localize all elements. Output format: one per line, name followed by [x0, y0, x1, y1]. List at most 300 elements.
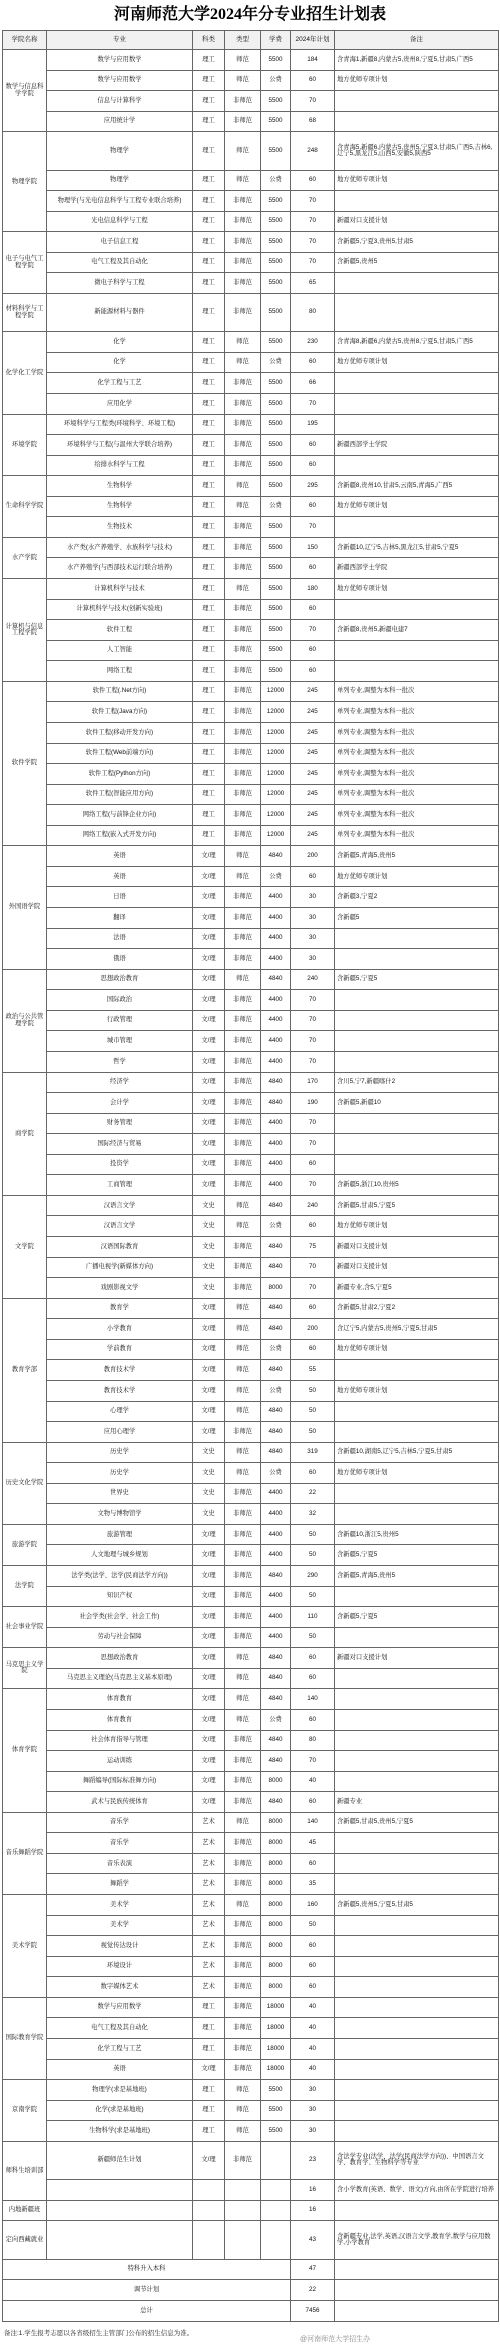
- major-cell: 电气工程及其自动化: [47, 252, 193, 273]
- major-cell: 给排水科学与工程: [47, 455, 193, 476]
- table-body: [3, 50, 499, 2322]
- type-cell: 非师范: [225, 1134, 261, 1155]
- tuition-cell: 5500: [261, 232, 291, 253]
- type-cell: 非师范: [225, 1175, 261, 1196]
- plan-2024-cell: 60: [291, 1977, 335, 1998]
- type-cell: 非师范: [225, 1936, 261, 1957]
- type-cell: 非师范: [225, 764, 261, 785]
- table-row: [3, 1936, 499, 1957]
- table-row: [3, 2038, 499, 2059]
- plan-2024-cell: 290: [291, 1566, 335, 1587]
- tuition-cell: 4400: [261, 1545, 291, 1566]
- remarks-cell: 含新疆5,青海5,贵州5: [335, 1566, 499, 1587]
- tuition-cell: 5500: [261, 640, 291, 661]
- major-cell: 历史学: [47, 1442, 193, 1463]
- tuition-cell: 公费: [261, 352, 291, 373]
- type-cell: 师范: [225, 866, 261, 887]
- type-cell: 师范: [225, 1360, 261, 1381]
- type-cell: 师范: [225, 1668, 261, 1689]
- remarks-cell: [335, 599, 499, 620]
- table-row: [3, 132, 499, 170]
- college-name-cell: 软件学院: [3, 681, 47, 846]
- type-cell: 非师范: [225, 273, 261, 294]
- plan-2024-cell: 70: [291, 1113, 335, 1134]
- major-cell: 经济学: [47, 1072, 193, 1093]
- major-cell: 法语: [47, 928, 193, 949]
- remarks-cell: [335, 1504, 499, 1525]
- remarks-cell: 含新疆10,辽宁5,吉林5,黑龙江5,甘肃5,宁夏5: [335, 537, 499, 558]
- plan-2024-cell: 55: [291, 1360, 335, 1381]
- tuition-cell: 12000: [261, 784, 291, 805]
- plan-2024-cell: 70: [291, 1257, 335, 1278]
- type-cell: 师范: [225, 1401, 261, 1422]
- remarks-cell: 含新疆10,浙江5,贵州5: [335, 1524, 499, 1545]
- type-cell: 师范: [225, 579, 261, 600]
- major-cell: 美术学: [47, 1915, 193, 1936]
- tuition-cell: 8000: [261, 1936, 291, 1957]
- type-cell: 师范: [225, 2100, 261, 2121]
- type-cell: 非师范: [225, 887, 261, 908]
- table-row: [3, 50, 499, 71]
- table-row: [3, 1668, 499, 1689]
- plan-2024-cell: 184: [291, 50, 335, 71]
- type-cell: 师范: [225, 170, 261, 191]
- major-cell: 化学工程与工艺: [47, 2038, 193, 2059]
- category-cell: 文/理: [193, 1010, 225, 1031]
- major-cell: 劳动与社会保障: [47, 1627, 193, 1648]
- major-cell: 电子信息工程: [47, 232, 193, 253]
- college-name-cell: 计算机与信息工程学院: [3, 579, 47, 682]
- plan-2024-cell: 80: [291, 293, 335, 331]
- remarks-cell: 新疆对口支援计划: [335, 1257, 499, 1278]
- category-cell: 文/理: [193, 1298, 225, 1319]
- plan-2024-cell: 60: [291, 1936, 335, 1957]
- major-cell: 物理学(求是基地班): [47, 2080, 193, 2101]
- remarks-cell: [335, 949, 499, 970]
- table-row: [3, 1812, 499, 1833]
- category-cell: 文史: [193, 1442, 225, 1463]
- tuition-cell: 12000: [261, 702, 291, 723]
- tuition-cell: 5500: [261, 393, 291, 414]
- plan-2024-cell: 140: [291, 1812, 335, 1833]
- category-cell: 文/理: [193, 846, 225, 867]
- remarks-cell: 地方优师专项计划: [335, 1216, 499, 1237]
- tuition-cell: 4840: [261, 1195, 291, 1216]
- plan-2024-cell: 50: [291, 1401, 335, 1422]
- major-cell: 物理学(与光电信息科学与工程专业联合培养): [47, 191, 193, 212]
- type-cell: 师范: [225, 496, 261, 517]
- category-cell: 文/理: [193, 1792, 225, 1813]
- table-row: [3, 969, 499, 990]
- remarks-cell: 新疆对口支援计划: [335, 1648, 499, 1669]
- type-cell: 非师范: [225, 1237, 261, 1258]
- remarks-cell: 含新疆3,宁夏2: [335, 887, 499, 908]
- college-name-cell: 教育学部: [3, 1298, 47, 1442]
- plan-2024-cell: 70: [291, 1051, 335, 1072]
- remarks-cell: [335, 1422, 499, 1443]
- type-cell: 非师范: [225, 949, 261, 970]
- major-cell: 舞蹈编导(国际标准舞方向): [47, 1771, 193, 1792]
- type-cell: 师范: [225, 332, 261, 353]
- type-cell: 非师范: [225, 1771, 261, 1792]
- major-cell: 软件工程(Java方向): [47, 702, 193, 723]
- major-cell: 世界史: [47, 1483, 193, 1504]
- category-cell: 理工: [193, 702, 225, 723]
- summary-plan-cell: 47: [291, 2259, 335, 2280]
- major-cell: 国际经济与贸易: [47, 1134, 193, 1155]
- plan-2024-cell: 30: [291, 887, 335, 908]
- type-cell: 师范: [225, 1812, 261, 1833]
- tuition-cell: 8000: [261, 1853, 291, 1874]
- remarks-cell: 含新疆5,甘肃5,贵州5,宁夏5: [335, 1812, 499, 1833]
- major-cell: 网络工程(与前锋企业方向): [47, 805, 193, 826]
- tuition-cell: 8000: [261, 1771, 291, 1792]
- college-name-cell: 历史文化学院: [3, 1442, 47, 1524]
- major-cell: 英语: [47, 866, 193, 887]
- tuition-cell: 5500: [261, 476, 291, 497]
- plan-2024-cell: 70: [291, 517, 335, 538]
- type-cell: 非师范: [225, 191, 261, 212]
- category-cell: 文/理: [193, 1093, 225, 1114]
- table-row: [3, 517, 499, 538]
- table-row: [3, 702, 499, 723]
- table-row: [3, 1051, 499, 1072]
- category-cell: 艺术: [193, 1915, 225, 1936]
- summary-row: [3, 2280, 499, 2301]
- table-row: [3, 1771, 499, 1792]
- category-cell: 文/理: [193, 1113, 225, 1134]
- major-cell: 环境科学与工程类(环境科学、环境工程): [47, 414, 193, 435]
- major-cell: 网络工程(嵌入式开发方向): [47, 825, 193, 846]
- tuition-cell: 5500: [261, 111, 291, 132]
- plan-2024-cell: 60: [291, 1339, 335, 1360]
- type-cell: 师范: [225, 1216, 261, 1237]
- table-row: [3, 599, 499, 620]
- table-row: [3, 476, 499, 497]
- category-cell: 文/理: [193, 1401, 225, 1422]
- plan-2024-cell: 66: [291, 373, 335, 394]
- table-row: [3, 846, 499, 867]
- plan-2024-cell: 60: [291, 599, 335, 620]
- type-cell: 非师范: [225, 455, 261, 476]
- remarks-cell: [335, 1051, 499, 1072]
- category-cell: 理工: [193, 2121, 225, 2142]
- type-cell: 非师范: [225, 1853, 261, 1874]
- category-cell: 文/理: [193, 1175, 225, 1196]
- table-row: [3, 352, 499, 373]
- college-name-cell: 体育学院: [3, 1689, 47, 1812]
- table-row: [3, 2018, 499, 2039]
- major-cell: 美术学: [47, 1895, 193, 1916]
- college-name-cell: 水产学院: [3, 537, 47, 578]
- remarks-cell: 新疆西部学士学院: [335, 435, 499, 456]
- summary-remarks-cell: [335, 2300, 499, 2321]
- type-cell: 非师范: [225, 2018, 261, 2039]
- tuition-cell: 公费: [261, 1216, 291, 1237]
- plan-2024-cell: 240: [291, 1195, 335, 1216]
- category-cell: 理工: [193, 91, 225, 112]
- summary-plan-cell: 22: [291, 2280, 335, 2301]
- type-cell: 非师范: [225, 1607, 261, 1628]
- major-cell: 戏剧影视文学: [47, 1278, 193, 1299]
- category-cell: 文/理: [193, 908, 225, 929]
- table-row: [3, 1093, 499, 1114]
- category-cell: [193, 2221, 225, 2259]
- plan-2024-cell: 195: [291, 414, 335, 435]
- table-row: [3, 640, 499, 661]
- category-cell: 理工: [193, 805, 225, 826]
- tuition-cell: 12000: [261, 825, 291, 846]
- table-row: [3, 1709, 499, 1730]
- category-cell: 理工: [193, 2018, 225, 2039]
- table-row: [3, 1175, 499, 1196]
- major-cell: 软件工程(Python方向): [47, 764, 193, 785]
- table-row: [3, 111, 499, 132]
- plan-2024-cell: 70: [291, 1134, 335, 1155]
- type-cell: 非师范: [225, 928, 261, 949]
- type-cell: 非师范: [225, 599, 261, 620]
- table-row: [3, 1257, 499, 1278]
- plan-2024-cell: 60: [291, 1956, 335, 1977]
- table-row: [3, 1216, 499, 1237]
- remarks-cell: 含法学专业(法学、法学(民商法学方向))、中国语言文学、教育学、生物科学等专业: [335, 2141, 499, 2179]
- major-cell: 化学工程与工艺: [47, 373, 193, 394]
- table-row: [3, 681, 499, 702]
- table-row: [3, 393, 499, 414]
- plan-2024-cell: 180: [291, 579, 335, 600]
- major-cell: 行政管理: [47, 1010, 193, 1031]
- plan-2024-cell: 70: [291, 1175, 335, 1196]
- college-name-cell: 材料科学与工程学院: [3, 293, 47, 331]
- table-row: [3, 252, 499, 273]
- tuition-cell: 4840: [261, 1072, 291, 1093]
- major-cell: 历史学: [47, 1463, 193, 1484]
- remarks-cell: [335, 1154, 499, 1175]
- plan-2024-cell: 60: [291, 352, 335, 373]
- table-row: [3, 784, 499, 805]
- major-cell: 财务管理: [47, 1113, 193, 1134]
- major-cell: 小学教育: [47, 1319, 193, 1340]
- table-row: [3, 866, 499, 887]
- remarks-cell: 单列专业,调整为本科一批次: [335, 681, 499, 702]
- tuition-cell: 4840: [261, 1298, 291, 1319]
- remarks-cell: 含新疆5,宁夏5: [335, 969, 499, 990]
- tuition-cell: 4840: [261, 846, 291, 867]
- category-cell: 理工: [193, 132, 225, 170]
- table-row: [3, 1997, 499, 2018]
- type-cell: 非师范: [225, 558, 261, 579]
- category-cell: 理工: [193, 393, 225, 414]
- major-cell: 应用化学: [47, 393, 193, 414]
- table-row: [3, 1278, 499, 1299]
- type-cell: 师范: [225, 1380, 261, 1401]
- category-cell: 理工: [193, 252, 225, 273]
- type-cell: 师范: [225, 1689, 261, 1710]
- remarks-cell: [335, 1874, 499, 1895]
- type-cell: 非师范: [225, 620, 261, 641]
- major-cell: 教育技术学: [47, 1380, 193, 1401]
- category-cell: 文/理: [193, 1566, 225, 1587]
- tuition-cell: 4840: [261, 1401, 291, 1422]
- category-cell: 文/理: [193, 1319, 225, 1340]
- category-cell: 理工: [193, 1997, 225, 2018]
- category-cell: 理工: [193, 273, 225, 294]
- category-cell: 文/理: [193, 1031, 225, 1052]
- type-cell: 非师范: [225, 1483, 261, 1504]
- type-cell: 非师范: [225, 1504, 261, 1525]
- type-cell: 非师范: [225, 1113, 261, 1134]
- plan-2024-cell: 40: [291, 1771, 335, 1792]
- remarks-cell: [335, 1134, 499, 1155]
- type-cell: 非师范: [225, 2059, 261, 2080]
- remarks-cell: 单列专业,调整为本科一批次: [335, 743, 499, 764]
- category-cell: 艺术: [193, 1977, 225, 1998]
- category-cell: 文/理: [193, 1134, 225, 1155]
- major-cell: 计算机科学与技术(创新实验班): [47, 599, 193, 620]
- category-cell: 艺术: [193, 1895, 225, 1916]
- major-cell: 国际政治: [47, 990, 193, 1011]
- tuition-cell: 5500: [261, 91, 291, 112]
- plan-2024-cell: 65: [291, 273, 335, 294]
- plan-2024-cell: 295: [291, 476, 335, 497]
- type-cell: 非师范: [225, 1010, 261, 1031]
- tuition-cell: 4840: [261, 1319, 291, 1340]
- type-cell: 非师范: [225, 1545, 261, 1566]
- remarks-cell: [335, 928, 499, 949]
- major-cell: 微电子科学与工程: [47, 273, 193, 294]
- college-name-cell: 政治与公共管理学院: [3, 969, 47, 1072]
- table-row: [3, 293, 499, 331]
- category-cell: 文/理: [193, 1751, 225, 1772]
- remarks-cell: [335, 191, 499, 212]
- type-cell: 师范: [225, 1195, 261, 1216]
- remarks-cell: [335, 2121, 499, 2142]
- category-cell: 文/理: [193, 2059, 225, 2080]
- plan-2024-cell: 40: [291, 2018, 335, 2039]
- category-cell: 理工: [193, 784, 225, 805]
- remarks-cell: [335, 2080, 499, 2101]
- plan-2024-cell: 60: [291, 1792, 335, 1813]
- table-row: [3, 1607, 499, 1628]
- category-cell: 文史: [193, 1278, 225, 1299]
- tuition-cell: 公费: [261, 1380, 291, 1401]
- plan-2024-cell: 245: [291, 702, 335, 723]
- table-row: [3, 1833, 499, 1854]
- remarks-cell: 含新疆5,贵州5,宁夏5,甘肃5: [335, 1895, 499, 1916]
- tuition-cell: 4400: [261, 1113, 291, 1134]
- major-cell: [47, 2221, 193, 2259]
- plan-2024-cell: 16: [291, 2180, 335, 2201]
- major-cell: [47, 2200, 193, 2221]
- category-cell: 理工: [193, 232, 225, 253]
- remarks-cell: [335, 2200, 499, 2221]
- tuition-cell: 5500: [261, 2121, 291, 2142]
- tuition-cell: 4400: [261, 1586, 291, 1607]
- tuition-cell: 4400: [261, 1031, 291, 1052]
- plan-2024-cell: 32: [291, 1504, 335, 1525]
- remarks-cell: [335, 1853, 499, 1874]
- table-row: [3, 1915, 499, 1936]
- plan-2024-cell: 50: [291, 1380, 335, 1401]
- table-row: [3, 805, 499, 826]
- plan-2024-cell: 230: [291, 332, 335, 353]
- footnote: 备注:1.学生报考志愿以各省级招生主管部门公布的招生信息为准。: [4, 2330, 194, 2337]
- plan-2024-cell: 319: [291, 1442, 335, 1463]
- remarks-cell: [335, 1936, 499, 1957]
- category-cell: 理工: [193, 50, 225, 71]
- type-cell: [225, 2180, 261, 2201]
- table-row: [3, 1689, 499, 1710]
- type-cell: 师范: [225, 50, 261, 71]
- major-cell: 电气工程及其自动化: [47, 2018, 193, 2039]
- major-cell: 法学类(法学、法学(民商法学方向)): [47, 1566, 193, 1587]
- header-tuition: 学费: [261, 31, 291, 50]
- tuition-cell: 5500: [261, 620, 291, 641]
- tuition-cell: 4840: [261, 1730, 291, 1751]
- remarks-cell: [335, 1833, 499, 1854]
- major-cell: 体育教育: [47, 1689, 193, 1710]
- plan-2024-cell: 245: [291, 805, 335, 826]
- summary-label-cell: 特科升入本科: [3, 2259, 291, 2280]
- table-row: [3, 191, 499, 212]
- remarks-cell: 含新疆5,甘肃5,宁夏5: [335, 1195, 499, 1216]
- major-cell: 音乐学: [47, 1812, 193, 1833]
- type-cell: 非师范: [225, 661, 261, 682]
- type-cell: 非师范: [225, 293, 261, 331]
- plan-2024-cell: 70: [291, 620, 335, 641]
- tuition-cell: 12000: [261, 743, 291, 764]
- plan-2024-cell: 60: [291, 1154, 335, 1175]
- remarks-cell: [335, 1709, 499, 1730]
- type-cell: 师范: [225, 1319, 261, 1340]
- plan-2024-cell: 43: [291, 2221, 335, 2259]
- category-cell: 理工: [193, 435, 225, 456]
- major-cell: 汉语言文学: [47, 1195, 193, 1216]
- tuition-cell: 4840: [261, 1648, 291, 1669]
- type-cell: 非师范: [225, 211, 261, 232]
- category-cell: 文/理: [193, 928, 225, 949]
- college-name-cell: 美术学院: [3, 1895, 47, 1998]
- college-name-cell: 定向西藏就业: [3, 2221, 47, 2259]
- type-cell: 非师范: [225, 1257, 261, 1278]
- table-row: [3, 908, 499, 929]
- plan-2024-cell: 70: [291, 1031, 335, 1052]
- remarks-cell: [335, 111, 499, 132]
- remarks-cell: [335, 455, 499, 476]
- remarks-cell: 含新疆5,宁夏5: [335, 1545, 499, 1566]
- tuition-cell: 8000: [261, 1812, 291, 1833]
- remarks-cell: 新疆专业: [335, 1792, 499, 1813]
- plan-2024-cell: 245: [291, 784, 335, 805]
- major-cell: 武术与民族传统体育: [47, 1792, 193, 1813]
- tuition-cell: [261, 2200, 291, 2221]
- college-name-cell: 旅游学院: [3, 1524, 47, 1565]
- category-cell: 理工: [193, 825, 225, 846]
- category-cell: 理工: [193, 2080, 225, 2101]
- major-cell: 生物科学(求是基地班): [47, 2121, 193, 2142]
- type-cell: 师范: [225, 2121, 261, 2142]
- plan-2024-cell: 50: [291, 1586, 335, 1607]
- category-cell: 理工: [193, 332, 225, 353]
- type-cell: 非师范: [225, 1278, 261, 1299]
- category-cell: 文史: [193, 1195, 225, 1216]
- type-cell: 师范: [225, 132, 261, 170]
- college-name-cell: 师科生培训部: [3, 2141, 47, 2200]
- category-cell: 理工: [193, 661, 225, 682]
- table-row: [3, 764, 499, 785]
- tuition-cell: 8000: [261, 1956, 291, 1977]
- tuition-cell: 18000: [261, 2038, 291, 2059]
